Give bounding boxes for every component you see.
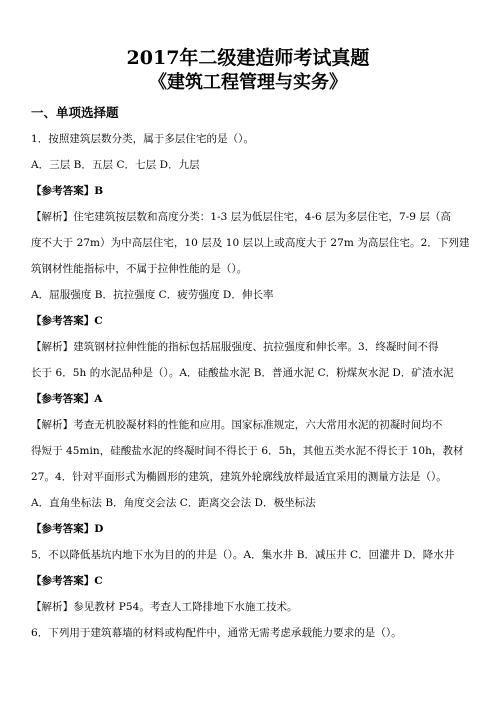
question-2-options: A．屈服强度 B．抗拉强度 C．疲劳强度 D．伸长率 — [31, 289, 274, 301]
explanation-2-line-1: 【解析】建筑钢材拉伸性能的指标包括屈服强度、抗拉强度和伸长率。3．终凝时间不得 — [31, 341, 439, 353]
explanation-1-line-1: 【解析】住宅建筑按层数和高度分类：1-3 层为低层住宅，4-6 层为多层住宅，7-9 层（高 — [31, 211, 452, 223]
explanation-3-line-1: 【解析】考查无机胶凝材料的性能和应用。国家标准规定，六大常用水泥的初凝时间均不 — [31, 419, 443, 431]
answer-3: 【参考答案】A — [31, 393, 103, 405]
question-6: 6．下列用于建筑幕墙的材料或构配件中，通常无需考虑承载能力要求的是（）。 — [31, 627, 402, 639]
question-2: 筑钢材性能指标中，不属于拉伸性能的是（）。 — [31, 263, 248, 275]
explanation-3-line-2: 得短于 45min，硅酸盐水泥的终凝时间不得长于 6．5h，其他五类水泥不得长于 10h，教材 — [31, 445, 464, 457]
question-1: 1．按照建筑层数分类，属于多层住宅的是（）。 — [31, 133, 255, 145]
explanation-1-line-2: 度不大于 27m）为中高层住宅，10 层及 10 层以上或高度大于 27m 为高层住宅。2．下列建 — [31, 237, 470, 249]
explanation-5: 【解析】参见教材 P54。考查人工降排地下水施工技术。 — [31, 601, 298, 613]
page-subtitle: 《建筑工程管理与实务》 — [149, 72, 347, 93]
question-3-options: 长于 6．5h 的水泥品种是（）。A．硅酸盐水泥 B．普通水泥 C．粉煤灰水泥 D．矿渣水泥 — [31, 367, 454, 379]
answer-2: 【参考答案】C — [31, 315, 103, 327]
page-title: 2017年二级建造师考试真题 — [126, 47, 370, 69]
section-heading: 一、单项选择题 — [31, 105, 119, 120]
question-1-options: A．三层 B．五层 C．七层 D．九层 — [31, 159, 200, 171]
question-4: 27。4．针对平面形式为椭圆形的建筑，建筑外轮廓线放样最适宜采用的测量方法是（）。 — [31, 471, 447, 483]
answer-1: 【参考答案】B — [31, 185, 104, 197]
question-5: 5．不以降低基坑内地下水为目的的井是（）。A．集水井 B．减压井 C．回灌井 D．降水井 — [31, 549, 455, 561]
answer-5: 【参考答案】C — [31, 575, 103, 587]
answer-4: 【参考答案】D — [31, 523, 104, 535]
question-4-options: A．直角坐标法 B．角度交会法 C．距离交会法 D．极坐标法 — [31, 497, 316, 509]
